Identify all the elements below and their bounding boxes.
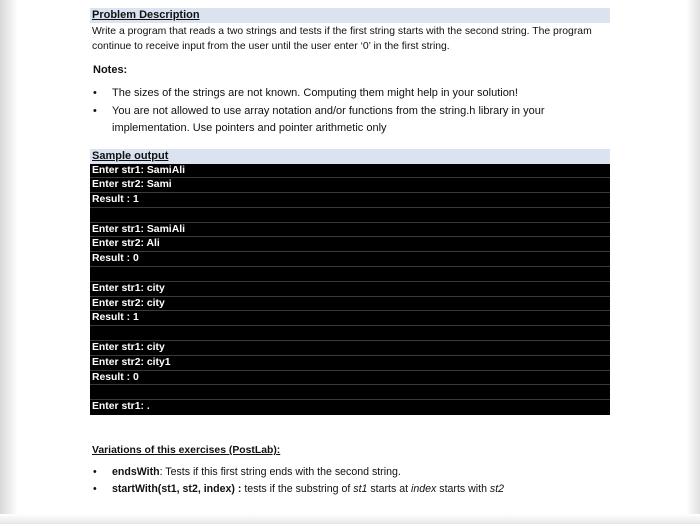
- notes-item-text: The sizes of the strings are not known. Computing them might help in your solution!: [112, 87, 518, 99]
- console-line: [90, 326, 610, 341]
- document-page: [90, 8, 610, 498]
- problem-description: Write a program that reads a two strings and tests if the first string starts with the second string. The program continue to receive input from the user until the user enter ‘0’ in the first string.: [92, 26, 592, 52]
- variation-text: tests if the substring of: [244, 483, 354, 496]
- separator: :: [159, 466, 166, 479]
- bullet-icon: •: [93, 87, 97, 99]
- console-line: Enter str1: SamiAli: [90, 164, 610, 179]
- bullet-icon: •: [93, 483, 97, 496]
- console-line: Enter str2: Ali: [90, 237, 610, 252]
- bullet-icon: •: [93, 104, 97, 117]
- variation-italic: index: [411, 483, 437, 496]
- console-line: Enter str1: SamiAli: [90, 223, 610, 238]
- separator: :: [234, 483, 245, 496]
- console-line: [90, 208, 610, 223]
- variation-italic: st1: [353, 483, 368, 496]
- console-line: Result : 0: [90, 371, 610, 386]
- variations-list: [90, 464, 610, 498]
- variations-heading: Variations of this exercises (PostLab):: [92, 445, 281, 457]
- notes-item-text: You are not allowed to use array notation and/or functions from the string.h library in your implementation. Use pointers and pointer arithmetic only: [112, 104, 545, 134]
- variation-text: starts with: [436, 483, 490, 496]
- console-line: Result : 1: [90, 193, 610, 208]
- variation-text: Tests if this first string ends with the second string.: [165, 466, 401, 479]
- function-name: startWith(st1, st2, index): [112, 483, 235, 496]
- console-line: Result : 1: [90, 311, 610, 326]
- sample-output-heading: Sample output: [90, 149, 610, 164]
- bullet-icon: •: [93, 466, 97, 479]
- notes-list: [90, 85, 610, 138]
- left-edge-shadow: [0, 0, 18, 524]
- function-name: endsWith: [112, 466, 160, 479]
- console-line: Result : 0: [90, 252, 610, 267]
- console-line: [90, 385, 610, 400]
- variations-item: [90, 464, 610, 481]
- sample-output-console: [90, 164, 610, 416]
- sample-output-section: [90, 149, 610, 416]
- variation-italic: st2: [489, 483, 505, 496]
- variations-item: [90, 481, 610, 498]
- console-line: Enter str1: .: [92, 401, 150, 413]
- console-line: Enter str1: city: [90, 282, 610, 297]
- problem-heading: Problem Description: [90, 8, 610, 23]
- notes-item: [90, 85, 610, 103]
- console-line: [90, 267, 610, 282]
- console-line: Enter str2: city1: [90, 356, 610, 371]
- console-line: Enter str2: city: [90, 297, 610, 312]
- variation-text: starts at: [367, 483, 412, 496]
- notes-item: [90, 103, 610, 138]
- bottom-edge-shadow: [0, 514, 700, 524]
- console-line: Enter str2: Sami: [90, 178, 610, 193]
- console-line: Enter str1: city: [90, 341, 610, 356]
- notes-title: Notes:: [93, 64, 128, 76]
- right-edge-shadow: [686, 0, 700, 524]
